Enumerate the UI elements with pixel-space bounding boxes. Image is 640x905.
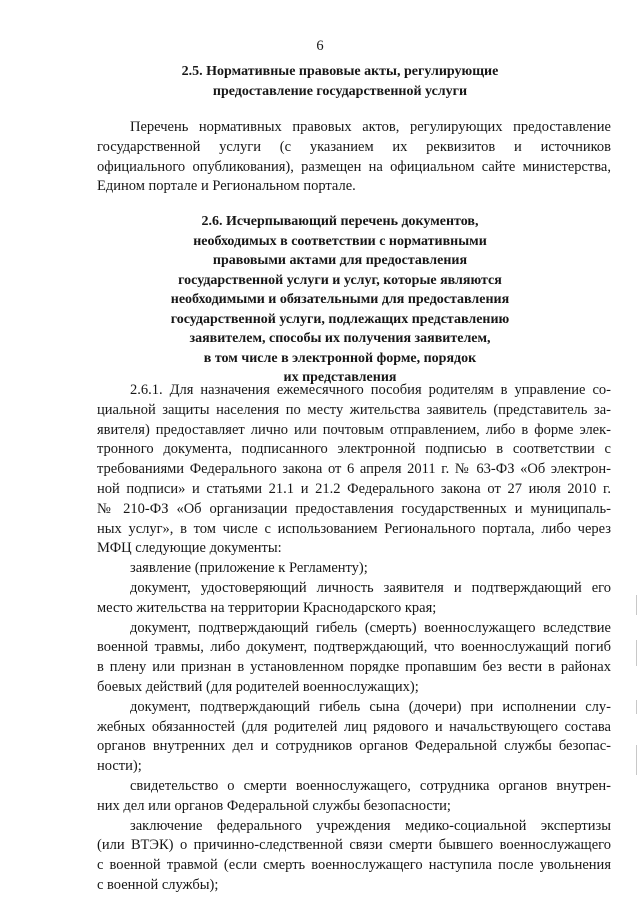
section-2-6-heading [118,212,562,388]
text-line: государственной услуги (с указанием их реквизитов и источников [97,138,611,155]
heading-line: заявителем, способы их получения заявителем, [189,331,491,346]
scan-margin-mark [636,640,637,666]
heading-line: их представления [283,370,397,385]
heading-line: государственной услуги и услуг, которые являются [178,272,502,288]
scan-margin-mark [636,700,637,714]
section-2-6-body [97,381,611,896]
heading-line: правовыми актами для предоставления [212,253,468,268]
text-line: военной травмы, либо документ, подтверждающий, что военнослужащий погиб [97,639,611,656]
text-line: в плену или признан в установленном порядке пропавшим без вести в районах [97,659,611,676]
text-line: место жительства на территории Краснодарского края; [97,599,437,616]
heading-line: необходимых в соответствии с нормативными [193,233,487,249]
scan-margin-mark [636,595,637,615]
heading-line: 2.5. Нормативные правовые акты, регулирующие [181,64,499,79]
text-line: ной подписи» и статьями 21.1 и 21.2 Федерального закона от 27 июля 2010 г. [97,480,611,497]
text-line: боевых действий (для родителей военнослужащих); [97,678,419,695]
text-line: тронного документа, подписанного электронной подписью в соответствии с [97,441,611,458]
heading-line: государственной услуги, подлежащих представлению [170,311,510,327]
text-line: явителя) предоставляет лично или почтовым отправлением, либо в форме элек- [97,421,611,438]
text-line: заявление (приложение к Регламенту); [130,560,368,577]
text-line: документ, удостоверяющий личность заявителя и подтверждающий его [130,579,611,596]
text-line: Перечень нормативных правовых актов, регулирующих предоставление [130,119,611,135]
text-line: ных услуг», в том числе с использованием Регионального портала, либо через [97,520,611,537]
text-line: № 210-ФЗ «Об организации предоставления государственных и муниципаль- [97,500,611,517]
text-line: ности); [97,758,142,775]
text-line: заключение федерального учреждения медико-социальной экспертизы [130,817,611,834]
section-2-5-heading [150,62,530,101]
text-line: свидетельство о смерти военнослужащего, сотрудника органов внутрен- [130,777,611,794]
text-line: с военной службы); [97,876,219,893]
heading-line: необходимыми и обязательными для предоставления [170,292,510,307]
text-line: документ, подтверждающий гибель (смерть) военнослужащего вследствие [130,619,611,636]
heading-line: в том числе в электронной форме, порядок [203,350,477,366]
text-line: жебных обязанностей (для родителей лиц рядового и начальствующего состава [97,718,611,735]
text-line: официального опубликования), размещен на официальном сайте министерства, [97,158,611,175]
text-line: Едином портале и Региональном портале. [97,178,356,195]
text-line: 2.6.1. Для назначения ежемесячного пособия родителям в управление со- [130,382,611,398]
text-line: документ, подтверждающий гибель сына (дочери) при исполнении слу- [130,698,611,715]
scan-margin-mark [636,745,637,775]
text-line: МФЦ следующие документы: [97,540,282,557]
page-number: 6 [316,38,324,54]
text-line: органов внутренних дел и сотрудников органов Федеральной службы безопас- [97,738,611,755]
section-2-5-paragraph [97,118,611,197]
text-line: с военной травмой (если смерть военнослужащего наступила после увольнения [97,857,611,874]
text-line: циальной защиты населения по месту жительства заявитель (представитель за- [97,401,611,418]
text-line: (или ВТЭК) о причинно-следственной связи смерти бывшего военнослужащего [97,837,611,854]
text-line: требованиями Федерального закона от 6 апреля 2011 г. № 63-ФЗ «Об электрон- [97,461,611,478]
text-line: них дел или органов Федеральной службы безопасности; [97,797,451,814]
heading-line: 2.6. Исчерпывающий перечень документов, [201,214,479,229]
heading-line: предоставление государственной услуги [212,83,468,99]
